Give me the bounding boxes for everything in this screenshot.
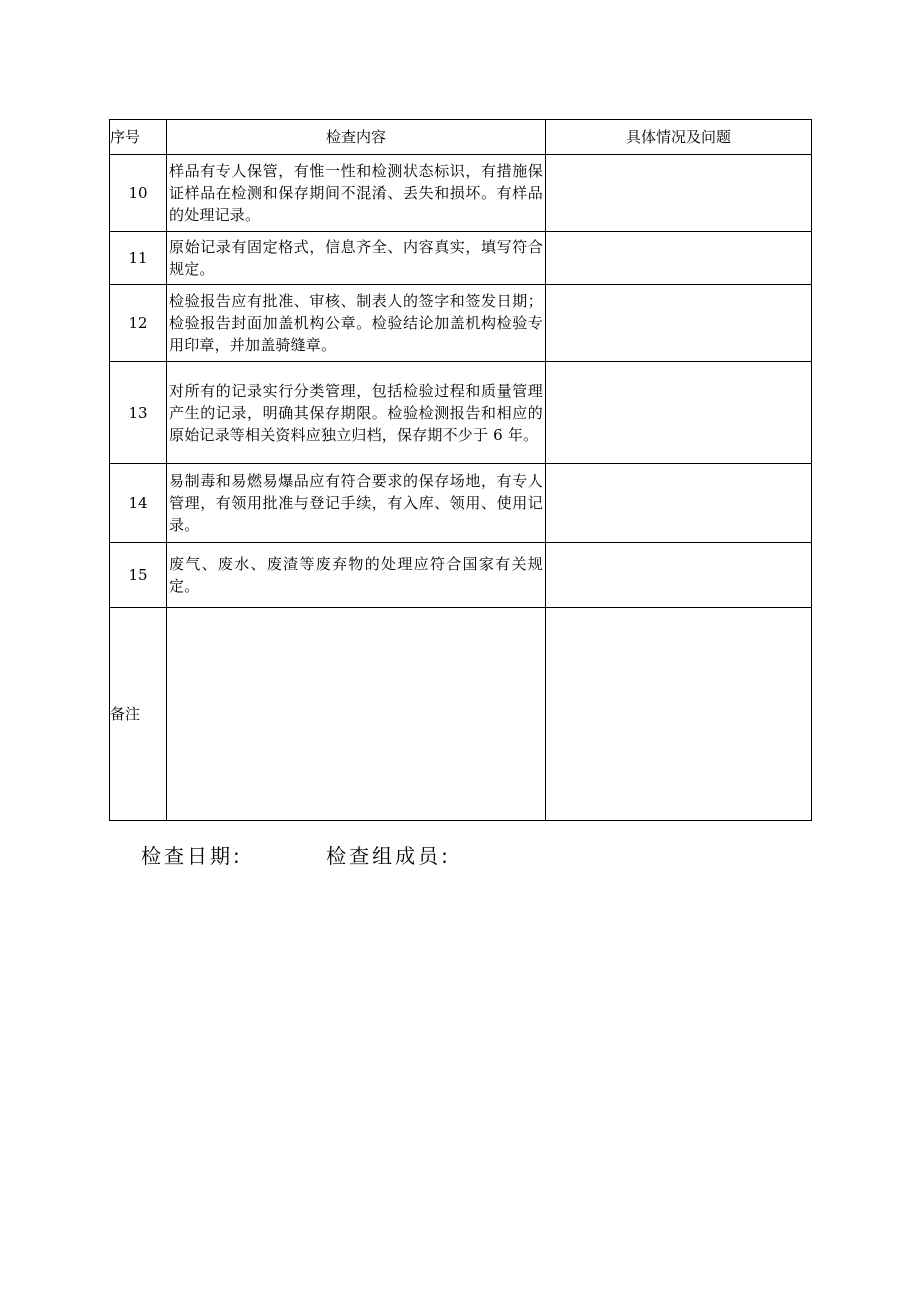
row-seq: 11 <box>110 232 167 285</box>
signature-footer <box>141 840 451 869</box>
row-content-text: 对所有的记录实行分类管理，包括检验过程和质量管理产生的记录，明确其保存期限。检验检测报告和相应的原始记录等相关资料应独立归档，保存期不少于 6 年。 <box>169 381 543 444</box>
table-row <box>110 543 812 608</box>
table-header-row <box>110 120 812 155</box>
table-row <box>110 362 812 464</box>
row-detail[interactable] <box>546 232 812 285</box>
inspection-members-label: 检查组成员: <box>326 844 451 868</box>
row-content-text: 易制毒和易燃易爆品应有符合要求的保存场地，有专人管理，有领用批准与登记手续，有入库、领用、使用记录。 <box>169 472 543 534</box>
table-row <box>110 285 812 362</box>
row-seq: 15 <box>110 543 167 608</box>
row-content <box>167 362 546 464</box>
table-row <box>110 155 812 232</box>
row-detail[interactable] <box>546 155 812 232</box>
header-seq: 序号 <box>110 120 167 155</box>
remark-label: 备注 <box>110 608 167 821</box>
remark-row <box>110 608 812 821</box>
table-row <box>110 232 812 285</box>
row-content-text: 废气、废水、废渣等废弃物的处理应符合国家有关规定。 <box>169 555 543 595</box>
row-detail[interactable] <box>546 464 812 543</box>
remark-content[interactable] <box>167 608 546 821</box>
inspection-date-label: 检查日期: <box>141 844 243 868</box>
row-seq: 12 <box>110 285 167 362</box>
row-content <box>167 464 546 543</box>
row-content <box>167 285 546 362</box>
row-seq: 14 <box>110 464 167 543</box>
row-content <box>167 543 546 608</box>
table-row <box>110 464 812 543</box>
header-content: 检查内容 <box>167 120 546 155</box>
inspection-table <box>109 119 812 821</box>
header-detail: 具体情况及问题 <box>546 120 812 155</box>
remark-detail[interactable] <box>546 608 812 821</box>
row-content <box>167 155 546 232</box>
row-content-text: 检验报告应有批准、审核、制表人的签字和签发日期；检验报告封面加盖机构公章。检验结论加盖机构检验专用印章，并加盖骑缝章。 <box>169 292 543 354</box>
row-detail[interactable] <box>546 543 812 608</box>
row-detail[interactable] <box>546 285 812 362</box>
row-detail[interactable] <box>546 362 812 464</box>
row-seq: 10 <box>110 155 167 232</box>
row-content-text: 样品有专人保管，有惟一性和检测状态标识，有措施保证样品在检测和保存期间不混淆、丢失和损坏。有样品的处理记录。 <box>169 162 543 224</box>
row-content-text: 原始记录有固定格式，信息齐全、内容真实，填写符合规定。 <box>169 238 543 278</box>
row-seq: 13 <box>110 362 167 464</box>
row-content <box>167 232 546 285</box>
